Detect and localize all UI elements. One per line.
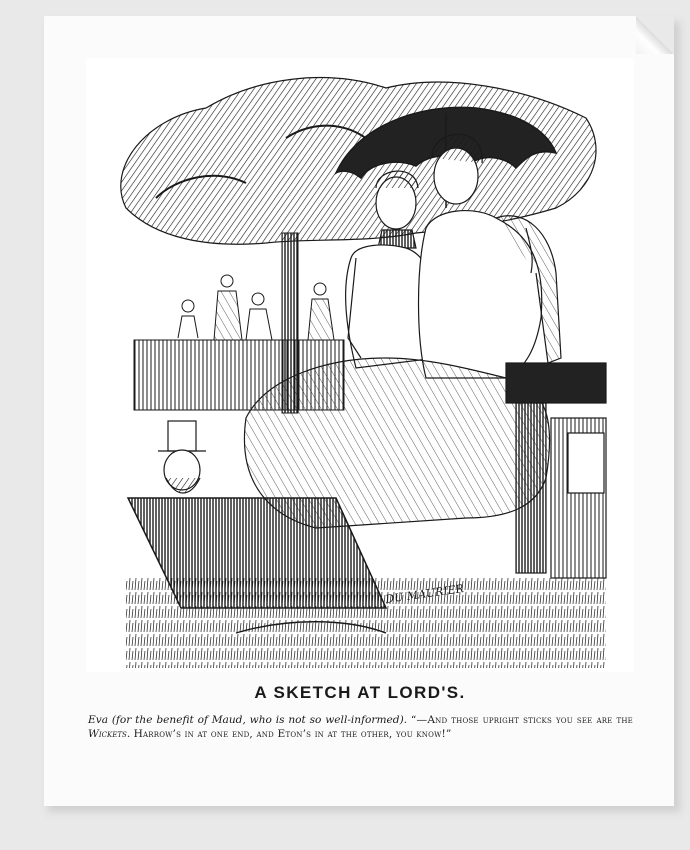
caption-stage-direction: (for the benefit of Maud, who is not so well-informed). — [111, 714, 408, 726]
grass — [126, 578, 606, 668]
engraving-drawing — [86, 58, 634, 672]
caption-speech-emphasis: Wickets. — [88, 728, 131, 741]
page-curl — [636, 16, 674, 54]
artist-signature: DU MAURIER — [384, 582, 465, 606]
page-title: A SKETCH AT LORD'S. — [254, 683, 466, 702]
carriage — [506, 363, 606, 578]
caption-speech-part1: “—And those upright sticks you see are the — [410, 714, 633, 726]
top-hat-spectator — [158, 421, 206, 493]
background-crowd — [178, 275, 334, 340]
caption — [88, 713, 633, 742]
caption-speech-part2: Harrow’s in at one end, and Eton’s in at the other, you know!” — [133, 728, 452, 741]
caption-speaker: Eva — [88, 714, 109, 726]
illustration — [86, 58, 634, 672]
